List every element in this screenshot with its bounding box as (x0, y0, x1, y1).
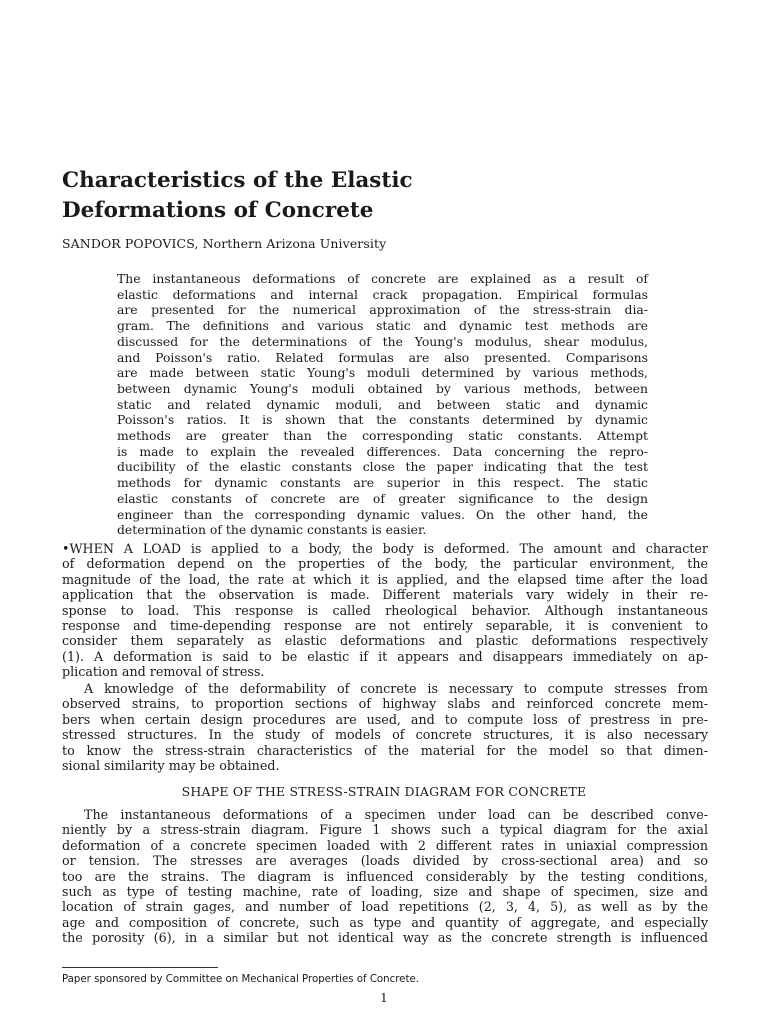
abstract-line: Poisson's ratios. It is shown that the constants determined by dynamic (117, 412, 648, 428)
body-line: the porosity (6), in a similar but not identical way as the concrete strength is influenced (62, 930, 708, 946)
body-line: (1). A deformation is said to be elastic if it appears and disappears immediately on ap- (62, 648, 708, 664)
abstract-line: determination of the dynamic constants is easier. (117, 522, 427, 538)
body-line: response and time-depending response are not entirely separable, it is convenient to (62, 618, 708, 634)
abstract-line: elastic deformations and internal crack propagation. Empirical formulas (117, 286, 648, 302)
body-line: sional similarity may be obtained. (62, 758, 280, 774)
title-line: Characteristics of the Elastic (62, 168, 413, 193)
body-line: deformation of a concrete specimen loaded with 2 different rates in uniaxial compression (62, 837, 708, 853)
body-line: such as type of testing machine, rate of loading, size and shape of specimen, size and (62, 884, 708, 900)
body-line: too are the strains. The diagram is influenced considerably by the testing conditions, (62, 868, 708, 884)
abstract-line: engineer than the corresponding dynamic values. On the other hand, the (117, 506, 648, 522)
body-line: consider them separately as elastic deformations and plastic deformations respectively (62, 633, 708, 649)
abstract-line: gram. The definitions and various static and dynamic test methods are (117, 318, 648, 334)
body-line: magnitude of the load, the rate at which it is applied, and the elapsed time after the load (62, 571, 708, 587)
footnote-divider (62, 967, 218, 968)
body-paragraph-knowledge (62, 681, 708, 773)
body-line: application that the observation is made. Different materials vary widely in their re- (62, 587, 708, 603)
body-line: observed strains, to proportion sections of highway slabs and reinforced concrete mem- (62, 696, 708, 712)
body-line: •WHEN A LOAD is applied to a body, the body is deformed. The amount and character (62, 541, 708, 556)
abstract-line: methods for dynamic constants are superior in this respect. The static (117, 475, 648, 491)
abstract-line: methods are greater than the corresponding static constants. Attempt (117, 428, 648, 444)
body-line: sponse to load. This response is called rheological behavior. Although instantaneous (62, 602, 708, 618)
abstract-line: static and related dynamic moduli, and between static and dynamic (117, 396, 648, 412)
abstract-line: are made between static Young's moduli determined by various methods, (117, 365, 648, 381)
abstract-line: between dynamic Young's moduli obtained by various methods, between (117, 380, 648, 396)
body-line: to know the stress-strain characteristics of the material for the model so that dimen- (62, 742, 708, 758)
body-line: of deformation depend on the properties of the body, the particular environment, the (62, 556, 708, 572)
abstract-line: discussed for the determinations of the Young's modulus, shear modulus, (117, 333, 648, 349)
abstract-line: is made to explain the revealed differences. Data concerning the repro- (117, 443, 648, 459)
body-line: A knowledge of the deformability of concrete is necessary to compute stresses from (84, 681, 708, 696)
abstract-line: are presented for the numerical approximation of the stress-strain dia- (117, 302, 648, 318)
body-line: plication and removal of stress. (62, 664, 265, 680)
section-heading: SHAPE OF THE STRESS-STRAIN DIAGRAM FOR CONCRETE (181, 784, 587, 799)
title-line: Deformations of Concrete (62, 198, 374, 223)
body-line: location of strain gages, and number of load repetitions (2, 3, 4, 5), as well as by the (62, 899, 708, 915)
body-line: age and composition of concrete, such as type and quantity of aggregate, and especially (62, 914, 708, 930)
body-line: or tension. The stresses are averages (loads divided by cross-sectional area) and so (62, 853, 708, 869)
abstract (117, 271, 648, 538)
author-affiliation: SANDOR POPOVICS, Northern Arizona University (62, 236, 387, 251)
abstract-line: elastic constants of concrete are of greater significance to the design (117, 490, 648, 506)
abstract-line: The instantaneous deformations of concrete are explained as a result of (117, 271, 648, 286)
paper-title (62, 166, 622, 226)
body-paragraph-stress-strain (62, 807, 708, 946)
body-line: The instantaneous deformations of a specimen under load can be described conve- (84, 807, 708, 822)
footnote: Paper sponsored by Committee on Mechanical Properties of Concrete. (62, 974, 419, 985)
abstract-line: ducibility of the elastic constants close the paper indicating that the test (117, 459, 648, 475)
body-paragraph-intro (62, 541, 708, 680)
body-line: stressed structures. In the study of models of concrete structures, it is also necessary (62, 727, 708, 743)
body-line: bers when certain design procedures are used, and to compute loss of prestress in pre- (62, 711, 708, 727)
page-number: 1 (380, 991, 388, 1005)
abstract-line: and Poisson's ratio. Related formulas are also presented. Comparisons (117, 349, 648, 365)
body-line: niently by a stress-strain diagram. Figure 1 shows such a typical diagram for the axial (62, 822, 708, 838)
